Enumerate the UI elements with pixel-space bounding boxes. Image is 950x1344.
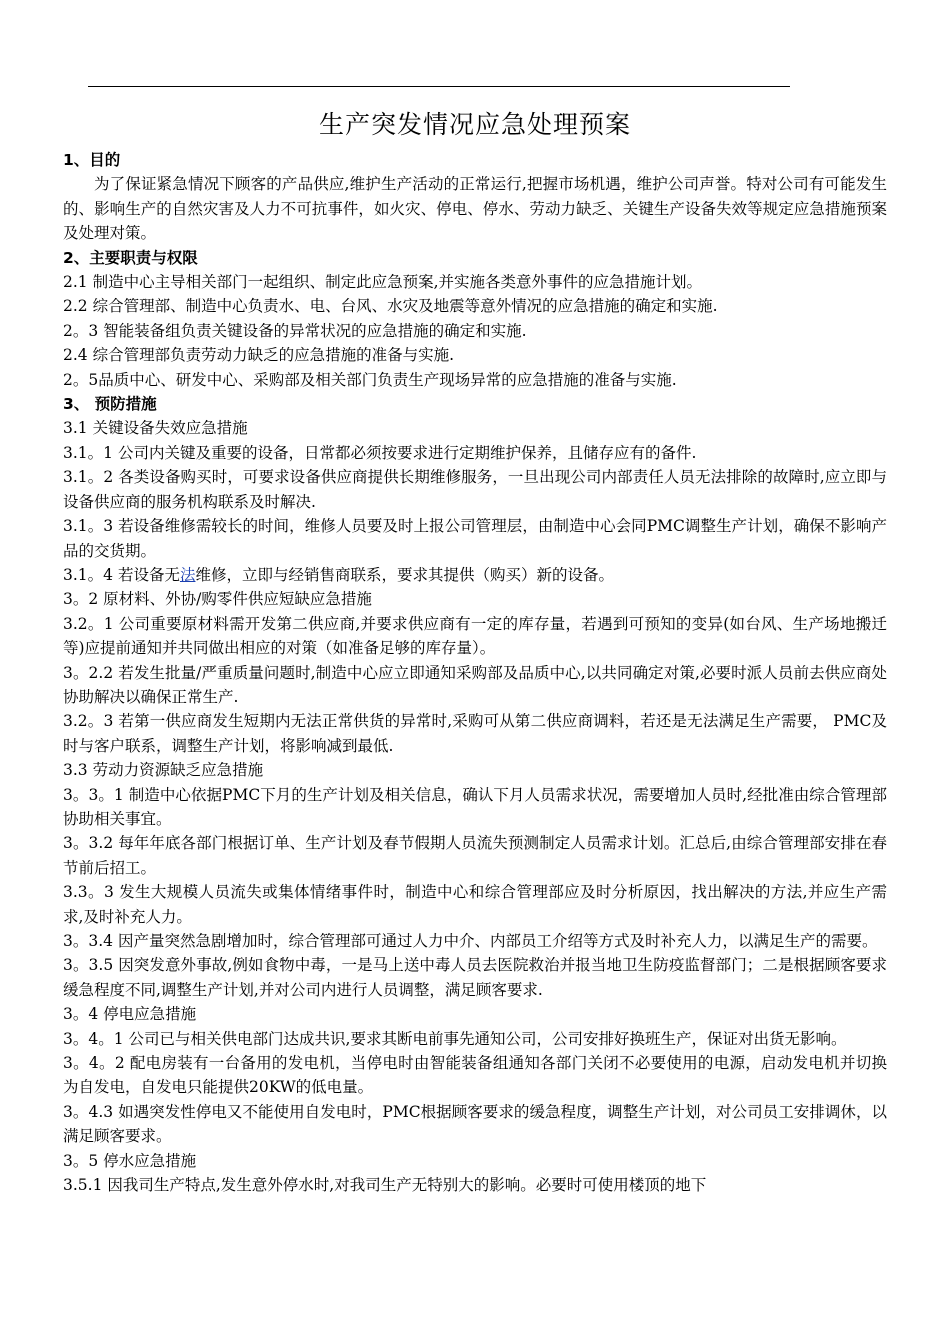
list-item: 2.1 制造中心主导相关部门一起组织、制定此应急预案,并实施各类意外事件的应急措施计划。 xyxy=(63,273,703,292)
paragraph: 3。4.3 如遇突发性停电又不能使用自发电时，PMC根据顾客要求的缓急程度，调整生产计划，对公司员工安排调休，以满足顾客要求。 xyxy=(63,1102,887,1146)
subsection-heading: 3。2 原材料、外协/购零件供应短缺应急措施 xyxy=(63,590,372,609)
text-run: 维修，立即与经销售商联系，要求其提供（购买）新的设备。 xyxy=(195,565,614,584)
paragraph: 3.2。1 公司重要原材料需开发第二供应商,并要求供应商有一定的库存量，若遇到可预知的变异(如台风、生产场地搬迁等)应提前通知并共同做出相应的对策（如准备足够的库存量）。 xyxy=(63,614,887,658)
paragraph: 为了保证紧急情况下顾客的产品供应,维护生产活动的正常运行,把握市场机遇，维护公司声誉。特对公司有可能发生的、影响生产的自然灾害及人力不可抗事件，如火灾、停电、停水、劳动力缺乏、关键生产设备失效等规定应急措施预案及处理对策。 xyxy=(63,175,887,243)
page-title: 生产突发情况应急处理预案 xyxy=(318,110,631,139)
paragraph: 3.3。3 发生大规模人员流失或集体情绪事件时，制造中心和综合管理部应及时分析原因，找出解决的方法,并应生产需求,及时补充人力。 xyxy=(63,883,887,926)
subsection-heading: 3.1 关键设备失效应急措施 xyxy=(63,419,248,438)
list-item: 2.4 综合管理部负责劳动力缺乏的应急措施的准备与实施. xyxy=(63,346,455,365)
paragraph: 3。3.2 每年年底各部门根据订单、生产计划及春节假期人员流失预测制定人员需求计划。汇总后,由综合管理部安排在春节前后招工。 xyxy=(63,834,887,877)
list-item: 2.2 综合管理部、制造中心负责水、电、台风、水灾及地震等意外情况的应急措施的确定和实施. xyxy=(63,297,718,316)
paragraph: 3。4。1 公司已与相关供电部门达成共识,要求其断电前事先通知公司，公司安排好换班生产，保证对出货无影响。 xyxy=(63,1029,847,1048)
list-item: 2。3 智能装备组负责关键设备的异常状况的应急措施的确定和实施. xyxy=(63,321,527,340)
paragraph: 3.5.1 因我司生产特点,发生意外停水时,对我司生产无特别大的影响。必要时可使用楼顶的地下 xyxy=(63,1176,707,1195)
paragraph: 3。2.2 若发生批量/严重质量问题时,制造中心应立即通知采购部及品质中心,以共同确定对策,必要时派人员前去供应商处协助解决以确保正常生产. xyxy=(63,663,887,706)
document-body xyxy=(63,148,887,1197)
paragraph: 3。4。2 配电房装有一台备用的发电机，当停电时由智能装备组通知各部门关闭不必要使用的电源，启动发电机并切换为自发电，自发电只能提供20KW的低电量。 xyxy=(63,1054,887,1097)
section-heading: 3、 预防措施 xyxy=(63,395,157,414)
paragraph: 3.1。2 各类设备购买时，可要求设备供应商提供长期维修服务，一旦出现公司内部责任人员无法排除的故障时,应立即与设备供应商的服务机构联系及时解决. xyxy=(63,468,887,511)
text-run: 3.1。4 若设备无 xyxy=(63,565,180,584)
header-rule xyxy=(88,86,790,87)
paragraph: 3。3。1 制造中心依据PMC下月的生产计划及相关信息，确认下月人员需求状况，需要增加人员时,经批准由综合管理部协助相关事宜。 xyxy=(63,785,887,828)
paragraph xyxy=(63,563,887,587)
paragraph: 3。3.4 因产量突然急剧增加时，综合管理部可通过人力中介、内部员工介绍等方式及时补充人力，以满足生产的需要。 xyxy=(63,932,878,950)
paragraph: 3。3.5 因突发意外事故,例如食物中毒，一是马上送中毒人员去医院救治并报当地卫生防疫监督部门；二是根据顾客要求缓急程度不同,调整生产计划,并对公司内进行人员调整，满足顾客要求. xyxy=(63,956,887,999)
hyperlink[interactable]: 法 xyxy=(179,565,196,584)
paragraph: 3.1。1 公司内关键及重要的设备，日常都必须按要求进行定期维护保养，且储存应有的备件. xyxy=(63,443,697,462)
paragraph: 3.1。3 若设备维修需较长的时间，维修人员要及时上报公司管理层，由制造中心会同PMC调整生产计划，确保不影响产品的交货期。 xyxy=(63,517,887,560)
section-heading: 1、目的 xyxy=(63,151,121,169)
subsection-heading: 3.3 劳动力资源缺乏应急措施 xyxy=(63,761,264,780)
list-item: 2。5品质中心、研发中心、采购部及相关部门负责生产现场异常的应急措施的准备与实施. xyxy=(63,370,677,389)
subsection-heading: 3。4 停电应急措施 xyxy=(63,1005,197,1024)
section-heading: 2、主要职责与权限 xyxy=(63,248,198,267)
paragraph: 3.2。3 若第一供应商发生短期内无法正常供货的异常时,采购可从第二供应商调料，若还是无法满足生产需要， PMC及时与客户联系，调整生产计划，将影响减到最低. xyxy=(63,712,887,755)
subsection-heading: 3。5 停水应急措施 xyxy=(63,1151,197,1170)
